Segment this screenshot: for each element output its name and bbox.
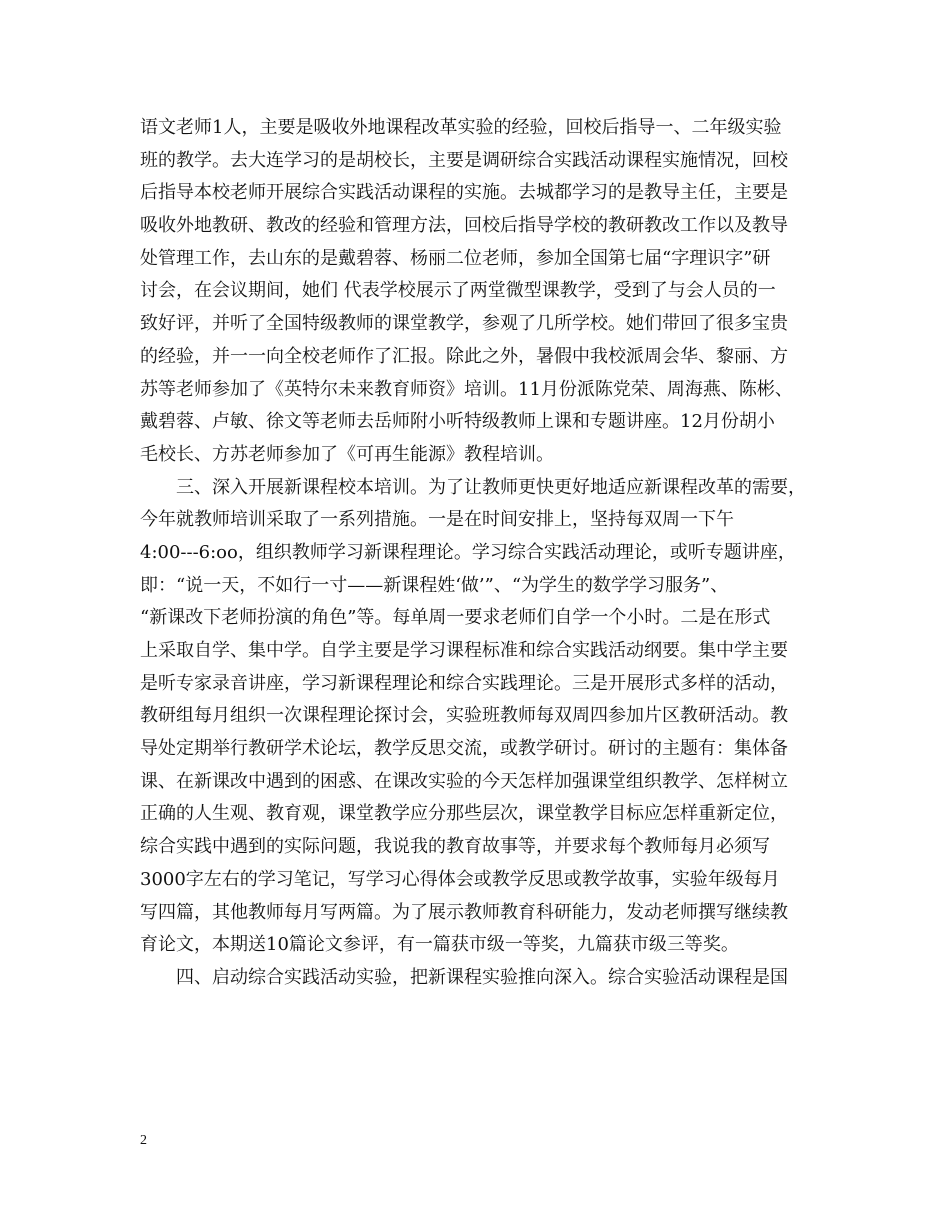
- text-line: 正确的人生观、教育观，课堂教学应分那些层次，课堂教学目标应怎样重新定位，: [140, 803, 788, 825]
- text-line: 综合实践中遇到的实际问题，我说我的教育故事等，并要求每个教师每月必须写: [140, 836, 770, 858]
- text-line: 写四篇，其他教师每月写两篇。为了展示教师教育科研能力，发动老师撰写继续教: [140, 901, 788, 923]
- text-line: 吸收外地教研、教改的经验和管理方法，回校后指导学校的教研教改工作以及教导: [140, 215, 788, 237]
- page-number: 2: [140, 1133, 147, 1148]
- text-line: 戴碧蓉、卢敏、徐文等老师去岳师附小听特级教师上课和专题讲座。12月份胡小: [140, 411, 775, 433]
- text-line: 毛校长、方苏老师参加了《可再生能源》教程培训。: [140, 443, 554, 465]
- text-line: “新课改下老师扮演的角色”等。每单周一要求老师们自学一个小时。二是在形式: [140, 607, 771, 629]
- text-line: 育论文，本期送10篇论文参评，有一篇获市级一等奖，九篇获市级三等奖。: [140, 934, 739, 956]
- text-line: 处管理工作，去山东的是戴碧蓉、杨丽二位老师，参加全国第七届“字理识字”研: [140, 247, 771, 269]
- text-line: 讨会，在会议期间，她们 代表学校展示了两堂微型课教学，受到了与会人员的一: [140, 280, 776, 302]
- text-line: 语文老师1人，主要是吸收外地课程改革实验的经验，回校后指导一、二年级实验: [140, 117, 782, 138]
- text-line: 今年就教师培训采取了一系列措施。一是在时间安排上，坚持每双周一下午: [140, 509, 734, 531]
- text-line: 3000字左右的学习笔记，写学习心得体会或教学反思或教学故事，实验年级每月: [140, 868, 780, 890]
- text-line: 班的教学。去大连学习的是胡校长，主要是调研综合实践活动课程实施情况，回校: [140, 149, 788, 171]
- text-line: 四、启动综合实践活动实验，把新课程实验推向深入。综合实验活动课程是国: [176, 966, 788, 988]
- text-line: 后指导本校老师开展综合实践活动课程的实施。去城都学习的是教导主任，主要是: [140, 182, 788, 204]
- text-line: 即：“说一天，不如行一寸——新课程姓‘做’”、“为学生的数学学习服务”、: [140, 574, 729, 596]
- text-line: 苏等老师参加了《英特尔未来教育师资》培训。11月份派陈党荣、周海燕、陈彬、: [140, 378, 793, 400]
- body-text: [140, 112, 830, 995]
- text-line: 教研组每月组织一次课程理论探讨会，实验班教师每双周四参加片区教研活动。教: [140, 705, 788, 727]
- text-line: 三、深入开展新课程校本培训。为了让教师更快更好地适应新课程改革的需要，: [176, 476, 806, 498]
- text-line: 的经验，并一一向全校老师作了汇报。除此之外，暑假中我校派周会华、黎丽、方: [140, 345, 788, 367]
- text-line: 是听专家录音讲座，学习新课程理论和综合实践理论。三是开展形式多样的活动，: [140, 672, 788, 694]
- text-line: 4:00---6:oo，组织教师学习新课程理论。学习综合实践活动理论，或听专题讲座，: [140, 541, 796, 563]
- text-line: 课、在新课改中遇到的困惑、在课改实验的今天怎样加强课堂组织教学、怎样树立: [140, 770, 788, 792]
- text-line: 致好评，并听了全国特级教师的课堂教学，参观了几所学校。她们带回了很多宝贵: [140, 313, 788, 335]
- text-line: 导处定期举行教研学术论坛，教学反思交流，或教学研讨。研讨的主题有：集体备: [140, 738, 788, 760]
- text-line: 上采取自学、集中学。自学主要是学习课程标准和综合实践活动纲要。集中学主要: [140, 640, 788, 661]
